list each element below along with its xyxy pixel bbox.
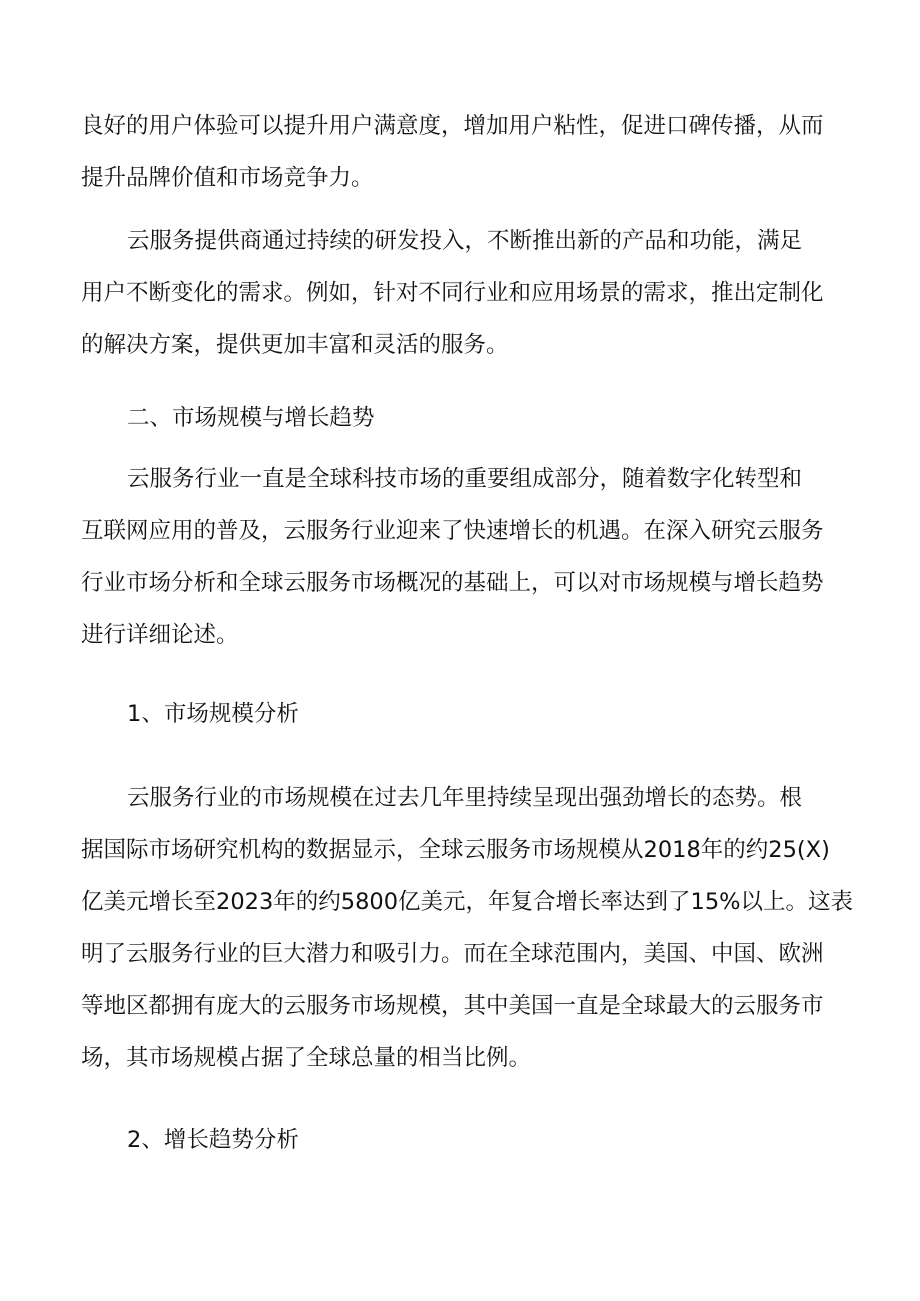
paragraph-3-line-1: 云服务行业一直是全球科技市场的重要组成部分，随着数字化转型和	[127, 466, 803, 492]
section-heading-2-2: 2、增长趋势分析	[127, 1127, 299, 1153]
paragraph-4-line-5: 等地区都拥有庞大的云服务市场规模，其中美国一直是全球最大的云服务市	[81, 993, 824, 1019]
paragraph-4-line-3: 亿美元增长至2023年的约5800亿美元，年复合增长率达到了15%以上。这表	[81, 889, 854, 915]
paragraph-1-line-1: 良好的用户体验可以提升用户满意度，增加用户粘性，促进口碑传播，从而	[81, 113, 824, 139]
paragraph-2-line-1: 云服务提供商通过持续的研发投入，不断推出新的产品和功能，满足	[127, 228, 803, 254]
section-heading-2-1: 1、市场规模分析	[127, 701, 299, 727]
paragraph-2-line-3: 的解决方案，提供更加丰富和灵活的服务。	[81, 332, 509, 358]
paragraph-4-line-6: 场，其市场规模占据了全球总量的相当比例。	[81, 1045, 532, 1071]
paragraph-3-line-2: 互联网应用的普及，云服务行业迎来了快速增长的机遇。在深入研究云服务	[81, 518, 824, 544]
paragraph-3-line-4: 进行详细论述。	[81, 622, 239, 648]
paragraph-1-line-2: 提升品牌价值和市场竞争力。	[81, 165, 374, 191]
paragraph-4-line-4: 明了云服务行业的巨大潜力和吸引力。而在全球范围内，美国、中国、欧洲	[81, 941, 824, 967]
section-heading-2: 二、市场规模与增长趋势	[127, 405, 375, 431]
paragraph-4-line-1: 云服务行业的市场规模在过去几年里持续呈现出强劲增长的态势。根	[127, 785, 803, 811]
paragraph-2-line-2: 用户不断变化的需求。例如，针对不同行业和应用场景的需求，推出定制化	[81, 280, 824, 306]
paragraph-4-line-2: 据国际市场研究机构的数据显示，全球云服务市场规模从2018年的约25(X)	[81, 837, 830, 863]
paragraph-3-line-3: 行业市场分析和全球云服务市场概况的基础上，可以对市场规模与增长趋势	[81, 570, 824, 596]
